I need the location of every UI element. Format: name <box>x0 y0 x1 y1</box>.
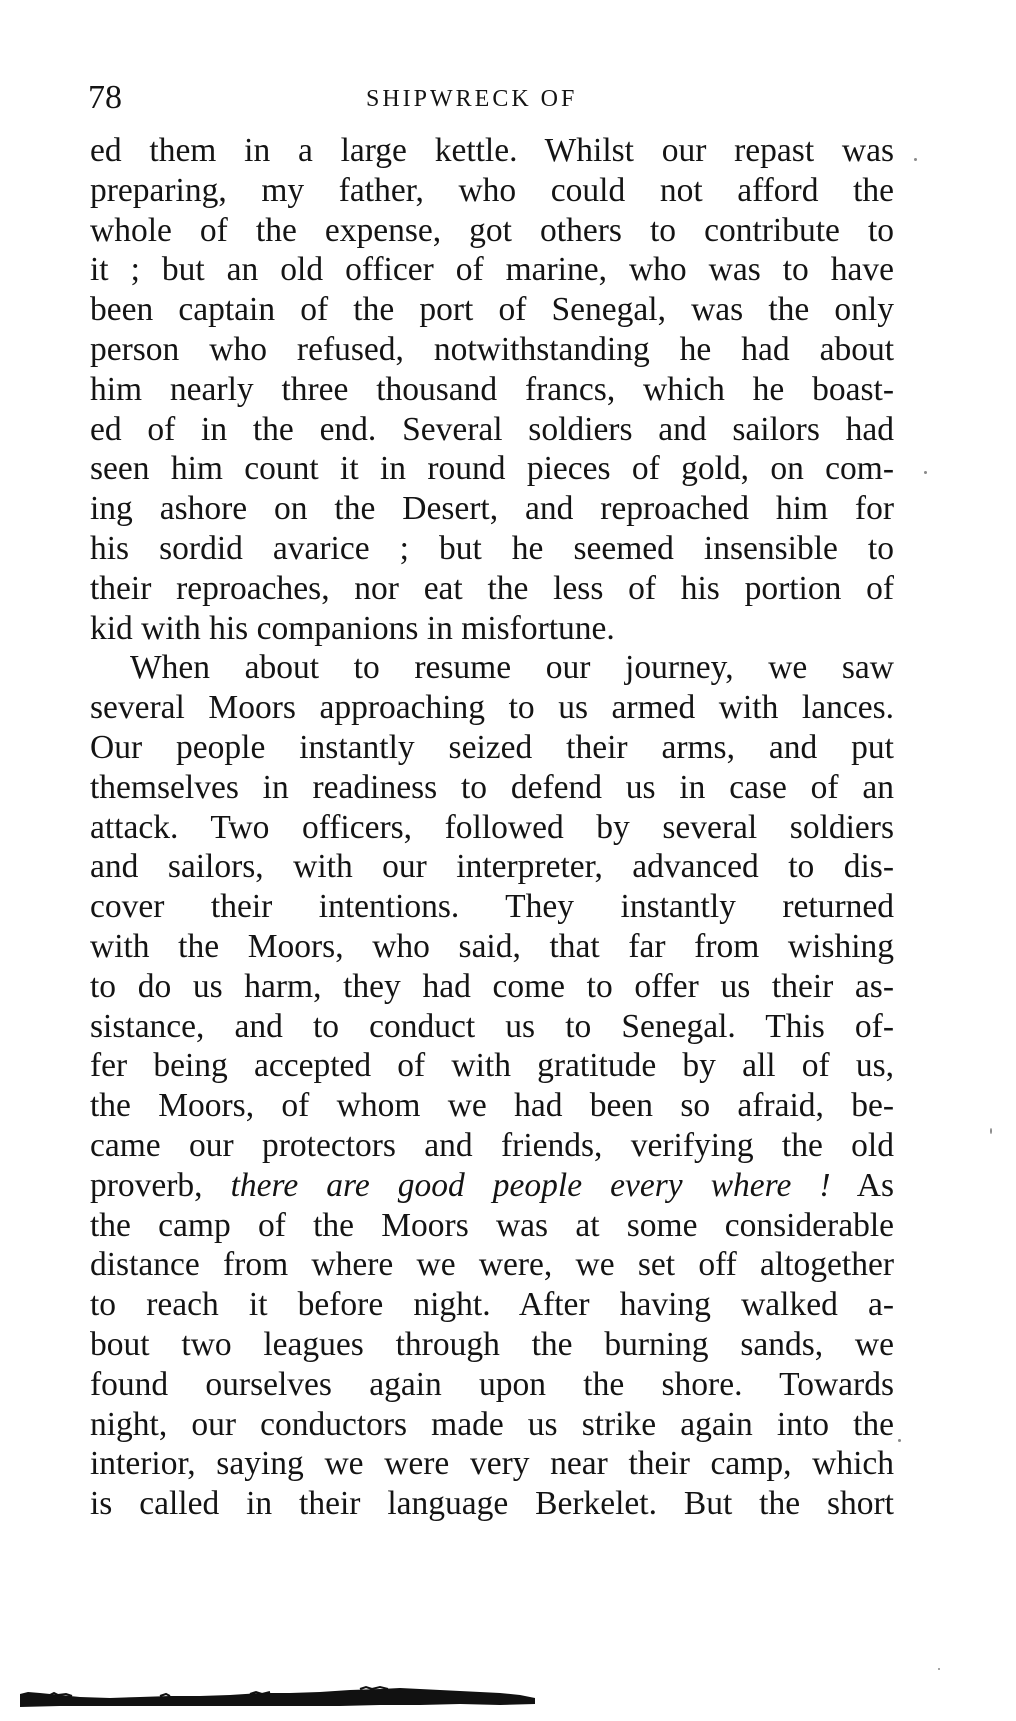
text-line: When about to resume our journey, we saw <box>130 649 894 687</box>
text-line: seen him count it in round pieces of gold, on com- <box>90 450 894 488</box>
italic-phrase: there are good people every where ! <box>230 1166 831 1204</box>
text-line: to reach it before night. After having walked a- <box>90 1286 894 1324</box>
text-line: him nearly three thousand francs, which he boast- <box>90 370 894 408</box>
text-line: it ; but an old officer of marine, who was to have <box>90 251 894 289</box>
text-line: sistance, and to conduct us to Senegal. This of- <box>90 1007 894 1045</box>
scan-speck <box>914 158 917 161</box>
text-line: Our people instantly seized their arms, and put <box>90 728 894 766</box>
text-line: the Moors, of whom we had been so afraid, be- <box>90 1087 894 1125</box>
text-line: distance from where we were, we set off altogether <box>90 1246 894 1284</box>
text-line: kid with his companions in misfortune. <box>90 609 615 647</box>
text-line: came our protectors and friends, verifying the old <box>90 1126 894 1164</box>
text-line: ing ashore on the Desert, and reproached him for <box>90 490 894 528</box>
text-line: is called in their language Berkelet. But the short <box>90 1485 894 1523</box>
text-line: night, our conductors made us strike again into the <box>90 1405 894 1443</box>
body-text <box>90 131 894 1524</box>
text-line: ed of in the end. Several soldiers and sailors had <box>90 410 894 448</box>
text-line: whole of the expense, got others to contribute to <box>90 211 894 249</box>
text-line: their reproaches, nor eat the less of his portion of <box>90 569 894 607</box>
scan-artifact-smudge <box>20 1680 540 1708</box>
text-line: and sailors, with our interpreter, advanced to dis- <box>90 848 894 886</box>
text-line: the camp of the Moors was at some considerable <box>90 1206 894 1244</box>
text-line: been captain of the port of Senegal, was the only <box>90 291 894 329</box>
scan-speck <box>898 1439 901 1442</box>
text-line: person who refused, notwithstanding he had about <box>90 330 894 368</box>
page-number: 78 <box>88 79 122 116</box>
scan-speck <box>938 1668 940 1670</box>
text-line: several Moors approaching to us armed with lances. <box>90 689 894 727</box>
text-line: cover their intentions. They instantly returned <box>90 888 894 926</box>
text-line: bout two leagues through the burning sands, we <box>90 1325 894 1363</box>
text-line: found ourselves again upon the shore. Towards <box>90 1365 894 1403</box>
text-run: proverb, <box>90 1166 231 1204</box>
text-line: interior, saying we were very near their camp, which <box>90 1445 894 1483</box>
smudge-shape <box>20 1688 535 1707</box>
text-line: ed them in a large kettle. Whilst our repast was <box>90 132 894 169</box>
page-header <box>88 78 888 118</box>
text-line: his sordid avarice ; but he seemed insensible to <box>90 529 894 567</box>
scan-speck <box>990 1128 992 1134</box>
text-line: to do us harm, they had come to offer us their as- <box>90 967 894 1005</box>
running-head: SHIPWRECK OF <box>366 86 578 112</box>
text-run: As <box>830 1166 894 1204</box>
scan-speck <box>924 471 927 474</box>
text-line: fer being accepted of with gratitude by all of us, <box>90 1047 894 1085</box>
text-line: themselves in readiness to defend us in case of an <box>90 768 894 806</box>
text-line: attack. Two officers, followed by several soldiers <box>90 808 894 846</box>
text-line-with-italic <box>90 1166 894 1206</box>
text-line: with the Moors, who said, that far from wishing <box>90 927 894 965</box>
text-line: preparing, my father, who could not afford the <box>90 171 894 209</box>
